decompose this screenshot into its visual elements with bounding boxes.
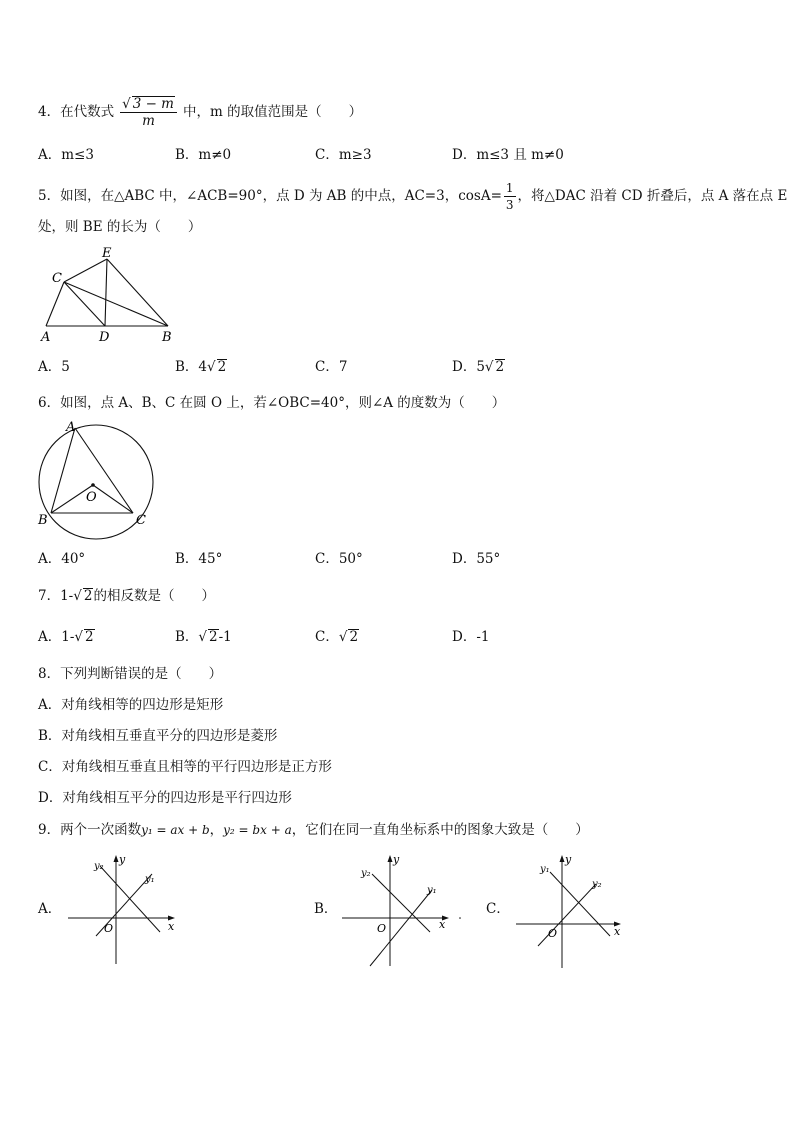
question-9: 9．两个一次函数y₁ = ax + b，y₂ = bx + a，它们在同一直角坐标系中的图象大致是（ ） xyxy=(38,822,589,838)
graph-b[interactable] xyxy=(340,852,460,970)
axis-x-label: x xyxy=(614,925,621,938)
sqrt-icon: √ xyxy=(122,96,131,112)
axis-x-label: x xyxy=(439,918,446,931)
sqrt-icon: √ xyxy=(74,629,84,645)
question-5-line2: 处，则 BE 的长为（ ） xyxy=(38,219,202,235)
question-4-radicand: 3 − m xyxy=(132,96,174,112)
question-4-fraction xyxy=(120,96,177,129)
label-a: A xyxy=(66,420,76,435)
label-a: A xyxy=(41,330,51,345)
question-7: 7．1-√ 2的相反数是（ ） xyxy=(38,588,215,604)
q4-option-c[interactable]: C．m≥3 xyxy=(315,147,372,163)
q4-option-b[interactable]: B．m≠0 xyxy=(175,147,232,163)
question-4 xyxy=(38,96,362,129)
y2-label: y₂ xyxy=(94,861,104,872)
q8-option-c[interactable]: C．对角线相互垂直且相等的平行四边形是正方形 xyxy=(38,759,332,775)
question-4-prefix: 4．在代数式 xyxy=(38,104,115,120)
q4-option-d[interactable]: D．m≤3 且 m≠0 xyxy=(452,147,564,163)
origin-label: O xyxy=(548,927,558,940)
q5-option-d[interactable]: D．5√ 2 xyxy=(452,359,505,375)
label-d: D xyxy=(99,330,110,345)
y1-label: y₁ xyxy=(145,874,155,885)
q6-option-a[interactable]: A．40° xyxy=(38,551,86,567)
q9-option-c[interactable]: C． xyxy=(486,901,510,917)
label-c: C xyxy=(52,271,62,286)
question-4-denominator: m xyxy=(142,113,155,129)
axis-y-label: y xyxy=(119,853,126,866)
label-b: B xyxy=(38,513,48,528)
q5-option-b[interactable]: B．4√ 2 xyxy=(175,359,227,375)
question-5-fraction: $\frac{1}{3}$ xyxy=(505,181,514,212)
q9-option-a[interactable]: A． xyxy=(38,901,62,917)
sqrt-icon: √ xyxy=(198,629,208,645)
axis-x-label: x xyxy=(168,920,175,933)
q4-option-a[interactable]: A．m≤3 xyxy=(38,147,94,163)
q7-option-a[interactable]: A．1-√ 2 xyxy=(38,629,94,645)
q9-option-b[interactable]: B． xyxy=(314,901,338,917)
label-b: B xyxy=(162,330,172,345)
q6-option-d[interactable]: D．55° xyxy=(452,551,501,567)
circle-figure xyxy=(36,420,156,535)
equation-y2: y₂ = bx + a xyxy=(223,823,292,837)
q7-option-c[interactable]: C．√ 2 xyxy=(315,629,359,645)
q8-option-d[interactable]: D．对角线相互平分的四边形是平行四边形 xyxy=(38,790,292,806)
equation-y1: y₁ = ax + b xyxy=(141,823,210,837)
question-8: 8．下列判断错误的是（ ） xyxy=(38,666,223,682)
question-6: 6．如图，点 A、B、C 在圆 O 上，若∠OBC=40°，则∠A 的度数为（ ） xyxy=(38,395,506,411)
graph-c[interactable] xyxy=(514,852,634,970)
graph-a[interactable] xyxy=(64,852,184,970)
y2-label: y₂ xyxy=(361,868,371,879)
label-c: C xyxy=(136,513,146,528)
sqrt-icon: √ xyxy=(338,629,348,645)
q7-option-d[interactable]: D．-1 xyxy=(452,629,490,645)
origin-label: O xyxy=(104,922,114,935)
sqrt-icon: √ xyxy=(484,359,494,375)
q6-option-b[interactable]: B．45° xyxy=(175,551,223,567)
question-4-suffix: 中，m 的取值范围是（ ） xyxy=(183,104,363,120)
question-5-prefix: 5．如图，在△ABC 中，∠ACB=90°，点 D 为 AB 的中点，AC=3，cosA= xyxy=(38,188,502,204)
axis-y-label: y xyxy=(565,853,572,866)
sqrt-icon: √ xyxy=(207,359,216,375)
label-e: E xyxy=(102,246,112,261)
q5-option-c[interactable]: C．7 xyxy=(315,359,348,375)
origin-label: O xyxy=(377,922,387,935)
q7-option-b[interactable]: B．√ 2-1 xyxy=(175,629,232,645)
y1-label: y₁ xyxy=(540,864,550,875)
axis-y-label: y xyxy=(393,853,400,866)
q8-option-a[interactable]: A．对角线相等的四边形是矩形 xyxy=(38,697,224,713)
question-5-suffix: ，将△DAC 沿着 CD 折叠后，点 A 落在点 E xyxy=(517,188,788,204)
q6-option-c[interactable]: C．50° xyxy=(315,551,363,567)
y2-label: y₂ xyxy=(592,879,602,890)
triangle-fold-figure xyxy=(38,244,178,344)
q8-option-b[interactable]: B．对角线相互垂直平分的四边形是菱形 xyxy=(38,728,278,744)
question-5-line1 xyxy=(38,180,787,213)
q5-option-a[interactable]: A．5 xyxy=(38,359,70,375)
label-o: O xyxy=(86,490,97,505)
y1-label: y₁ xyxy=(427,885,437,896)
sqrt-icon: √ xyxy=(73,588,82,604)
